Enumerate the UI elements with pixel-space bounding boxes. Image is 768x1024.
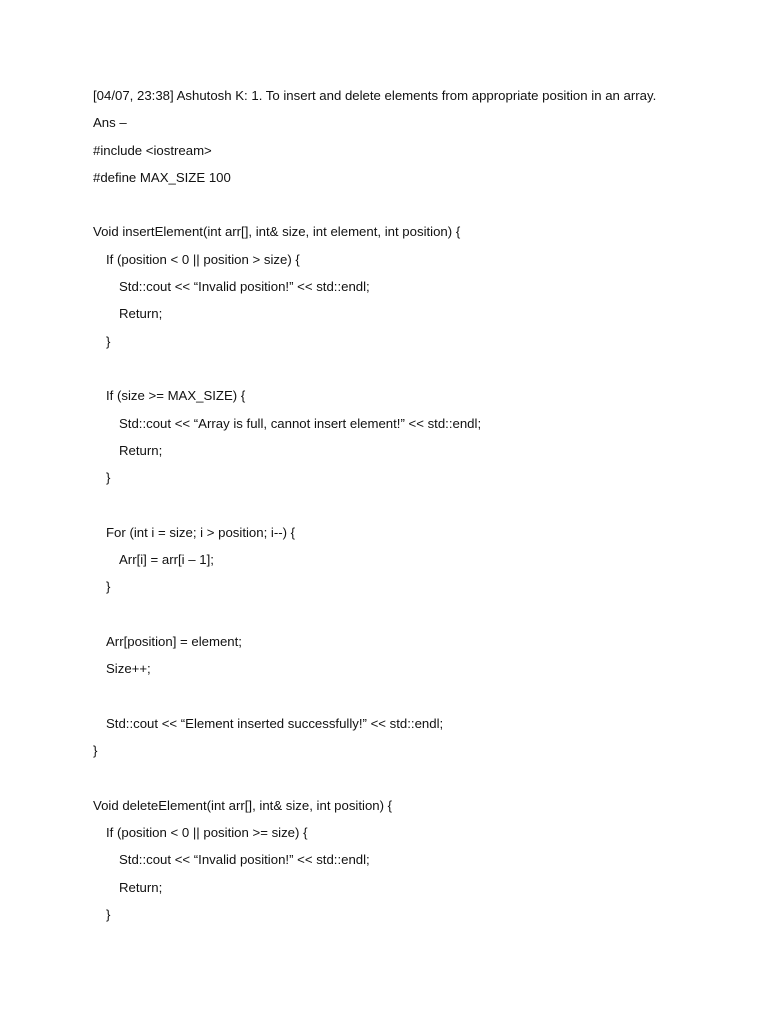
blank-line (93, 495, 753, 522)
blank-line (93, 195, 753, 222)
text-line: } (106, 906, 111, 922)
text-line: Return; (119, 879, 163, 895)
text-line: } (93, 743, 98, 759)
blank-line (93, 768, 753, 795)
text-line: } (106, 579, 111, 595)
text-line: Std::cout << “Element inserted successfully!” << std::endl; (106, 715, 444, 731)
text-line: If (position < 0 || position > size) { (106, 251, 300, 267)
text-line: Std::cout << “Invalid position!” << std::endl; (119, 852, 370, 868)
text-line: } (106, 333, 111, 349)
text-line: For (int i = size; i > position; i--) { (106, 524, 296, 540)
text-line: Arr[position] = element; (106, 633, 242, 649)
blank-line (93, 359, 753, 386)
text-line: If (size >= MAX_SIZE) { (106, 388, 246, 404)
text-line: Void insertElement(int arr[], int& size, int element, int position) { (93, 224, 461, 240)
document-body (93, 86, 753, 932)
text-line: Return; (119, 442, 163, 458)
text-line: #include <iostream> (93, 142, 212, 158)
text-line: Return; (119, 306, 163, 322)
text-line: Arr[i] = arr[i – 1]; (119, 552, 214, 568)
text-line: Void deleteElement(int arr[], int& size, int position) { (93, 797, 393, 813)
text-line: Size++; (106, 661, 151, 677)
text-line: #define MAX_SIZE 100 (93, 169, 231, 185)
text-line: } (106, 470, 111, 486)
text-line: [04/07, 23:38] Ashutosh K: 1. To insert and delete elements from appropriate position in an array. (93, 88, 657, 103)
blank-line (93, 687, 753, 714)
text-line: Std::cout << “Invalid position!” << std::endl; (119, 279, 370, 295)
text-line: Ans – (93, 115, 127, 131)
blank-line (93, 605, 753, 632)
text-line: Std::cout << “Array is full, cannot insert element!” << std::endl; (119, 415, 482, 431)
text-line: If (position < 0 || position >= size) { (106, 825, 308, 841)
